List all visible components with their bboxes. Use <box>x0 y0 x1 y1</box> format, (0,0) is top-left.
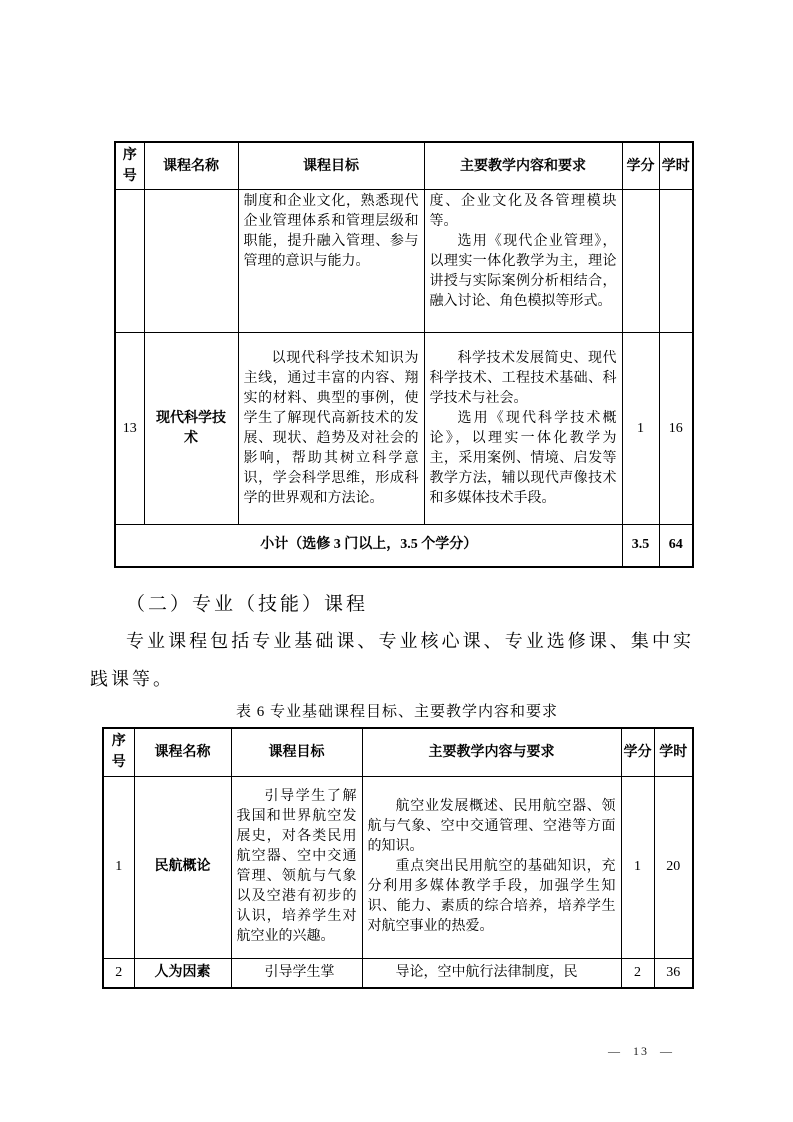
cell-content <box>424 333 622 525</box>
cell-hours: 36 <box>654 958 693 988</box>
table-professional-basic-courses <box>102 727 694 989</box>
objective-paragraph: 制度和企业文化，熟悉现代企业管理体系和管理层级和职能，提升融入管理、参与管理的意识与能力。 <box>243 194 419 269</box>
table-row-continuation <box>115 190 693 333</box>
content-paragraph-1: 科学技术发展简史、现代科学技术、工程技术基础、科学技术与社会。 <box>429 350 617 406</box>
cell-course-name: 现代科学技术 <box>144 333 238 525</box>
content-paragraph-1: 航空业发展概述、民用航空器、领航与气象、空中交通管理、空港等方面的知识。 <box>367 799 616 854</box>
subtotal-label: 小计（选修 3 门以上，3.5 个学分） <box>115 525 622 567</box>
table1-header-hours: 学时 <box>659 142 693 190</box>
table1-header-objective: 课程目标 <box>238 142 424 190</box>
subtotal-credits: 3.5 <box>622 525 659 567</box>
table-elective-courses <box>114 141 694 568</box>
cell-credits: 1 <box>622 333 659 525</box>
cell-credits: 2 <box>621 958 654 988</box>
cell-course-name: 人为因素 <box>134 958 231 988</box>
cell-objective <box>231 958 362 988</box>
cell-seq: 2 <box>103 958 134 988</box>
subtotal-hours: 64 <box>659 525 693 567</box>
table2-header-objective: 课程目标 <box>231 728 362 776</box>
content-paragraph-2: 选用《现代科学技术概论》，以理实一体化教学为主，采用案例、情境、启发等教学方法，辅以现代声像技术和多媒体技术手段。 <box>429 410 617 506</box>
table1-header-row <box>115 142 693 190</box>
cell-content <box>362 958 621 988</box>
cell-objective <box>231 776 362 958</box>
content-paragraph-2: 重点突出民用航空的基础知识，充分利用多媒体教学手段，加强学生知识、能力、素质的综合培养，培养学生对航空事业的热爱。 <box>367 859 616 934</box>
table2-caption: 表 6 专业基础课程目标、主要教学内容和要求 <box>235 704 558 720</box>
content-paragraph-1: 导论，空中航行法律制度，民 <box>395 964 578 980</box>
cell-seq <box>115 190 144 333</box>
content-paragraph-2: 选用《现代企业管理》，以理实一体化教学为主，理论讲授与实际案例分析相结合，融入讨论、角色模拟等形式。 <box>429 234 617 309</box>
objective-paragraph: 引导学生了解我国和世界航空发展史，对各类民用航空器、空中交通管理、领航与气象以及空港有初步的认识，培养学生对航空业的兴趣。 <box>236 789 357 944</box>
section-heading: （二）专业（技能）课程 <box>126 594 369 615</box>
table2-header-content: 主要教学内容与要求 <box>362 728 621 776</box>
cell-objective <box>238 333 424 525</box>
cell-seq: 13 <box>115 333 144 525</box>
table-row-13 <box>115 333 693 525</box>
cell-hours <box>659 190 693 333</box>
cell-objective <box>238 190 424 333</box>
cell-hours: 20 <box>654 776 693 958</box>
table-row-2 <box>103 958 693 988</box>
table2-header-row <box>103 728 693 776</box>
table2-header-course-name: 课程名称 <box>134 728 231 776</box>
objective-paragraph: 引导学生掌 <box>264 964 335 980</box>
cell-hours: 16 <box>659 333 693 525</box>
content-paragraph-1: 度、企业文化及各管理模块等。 <box>429 194 617 229</box>
cell-course-name: 民航概论 <box>134 776 231 958</box>
table2-header-hours: 学时 <box>654 728 693 776</box>
table-row-1 <box>103 776 693 958</box>
table1-header-content: 主要教学内容和要求 <box>424 142 622 190</box>
section-paragraph: 专业课程包括专业基础课、专业核心课、专业选修课、集中实践课等。 <box>90 631 694 689</box>
objective-paragraph: 以现代科学技术知识为主线，通过丰富的内容、翔实的材料、典型的事例，使学生了解现代高新技术的发展、现状、趋势及对社会的影响，帮助其树立科学意识，学会科学思维，形成科学的世界观和方法论。 <box>243 350 419 506</box>
page-number: — 13 — <box>608 1044 674 1058</box>
cell-seq: 1 <box>103 776 134 958</box>
cell-credits <box>622 190 659 333</box>
table-row-subtotal <box>115 525 693 567</box>
table1-header-credits: 学分 <box>622 142 659 190</box>
table2-header-credits: 学分 <box>621 728 654 776</box>
table2-header-seq: 序号 <box>103 728 134 776</box>
cell-course-name <box>144 190 238 333</box>
cell-content <box>424 190 622 333</box>
cell-credits: 1 <box>621 776 654 958</box>
table1-header-seq: 序号 <box>115 142 144 190</box>
cell-content <box>362 776 621 958</box>
table1-header-course-name: 课程名称 <box>144 142 238 190</box>
